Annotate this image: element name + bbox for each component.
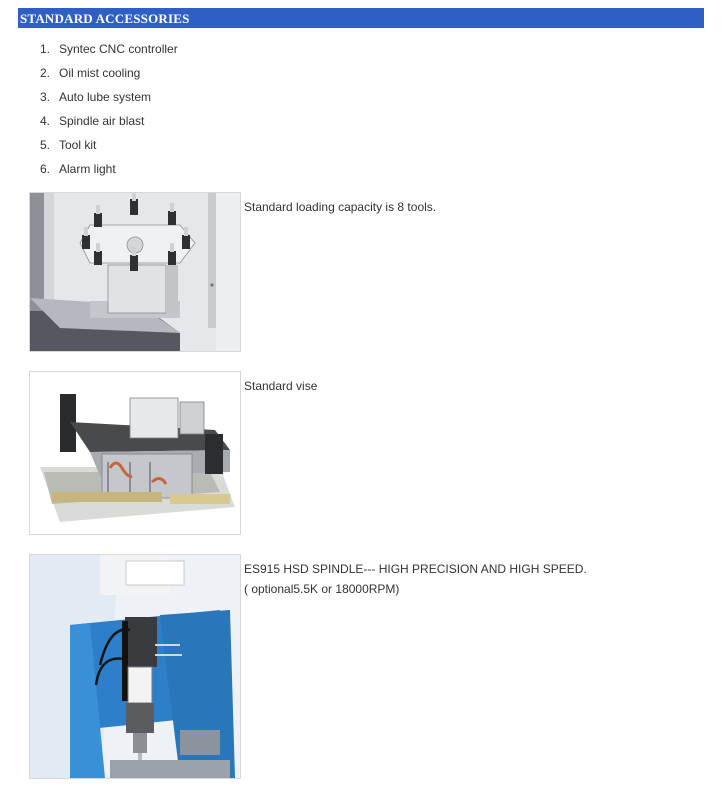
accessory-label: Auto lube system — [59, 90, 152, 104]
standard-vise-caption: Standard vise — [244, 379, 318, 393]
accessory-label: Spindle air blast — [59, 114, 145, 128]
spindle-caption: ES915 HSD SPINDLE--- HIGH PRECISION AND HIGH SPEED. ( optional5.5K or 18000RPM) — [244, 562, 587, 596]
accessory-label: Alarm light — [59, 162, 116, 176]
spindle-image — [29, 554, 241, 779]
accessories-list — [40, 40, 178, 184]
list-item: 6. Alarm light — [40, 162, 116, 176]
list-item: 2. Oil mist cooling — [40, 66, 141, 80]
tool-magazine-caption: Standard loading capacity is 8 tools. — [244, 200, 437, 214]
tool-magazine-image — [29, 192, 241, 352]
list-item: 1. Syntec CNC controller — [40, 42, 178, 56]
list-item: 5. Tool kit — [40, 138, 97, 152]
section-title: STANDARD ACCESSORIES — [20, 11, 190, 26]
accessory-label: Syntec CNC controller — [59, 42, 178, 56]
list-item: 3. Auto lube system — [40, 90, 152, 104]
standard-vise-image — [29, 371, 241, 535]
accessory-label: Oil mist cooling — [59, 66, 141, 80]
accessory-label: Tool kit — [59, 138, 97, 152]
list-item: 4. Spindle air blast — [40, 114, 145, 128]
section-header — [18, 8, 704, 28]
